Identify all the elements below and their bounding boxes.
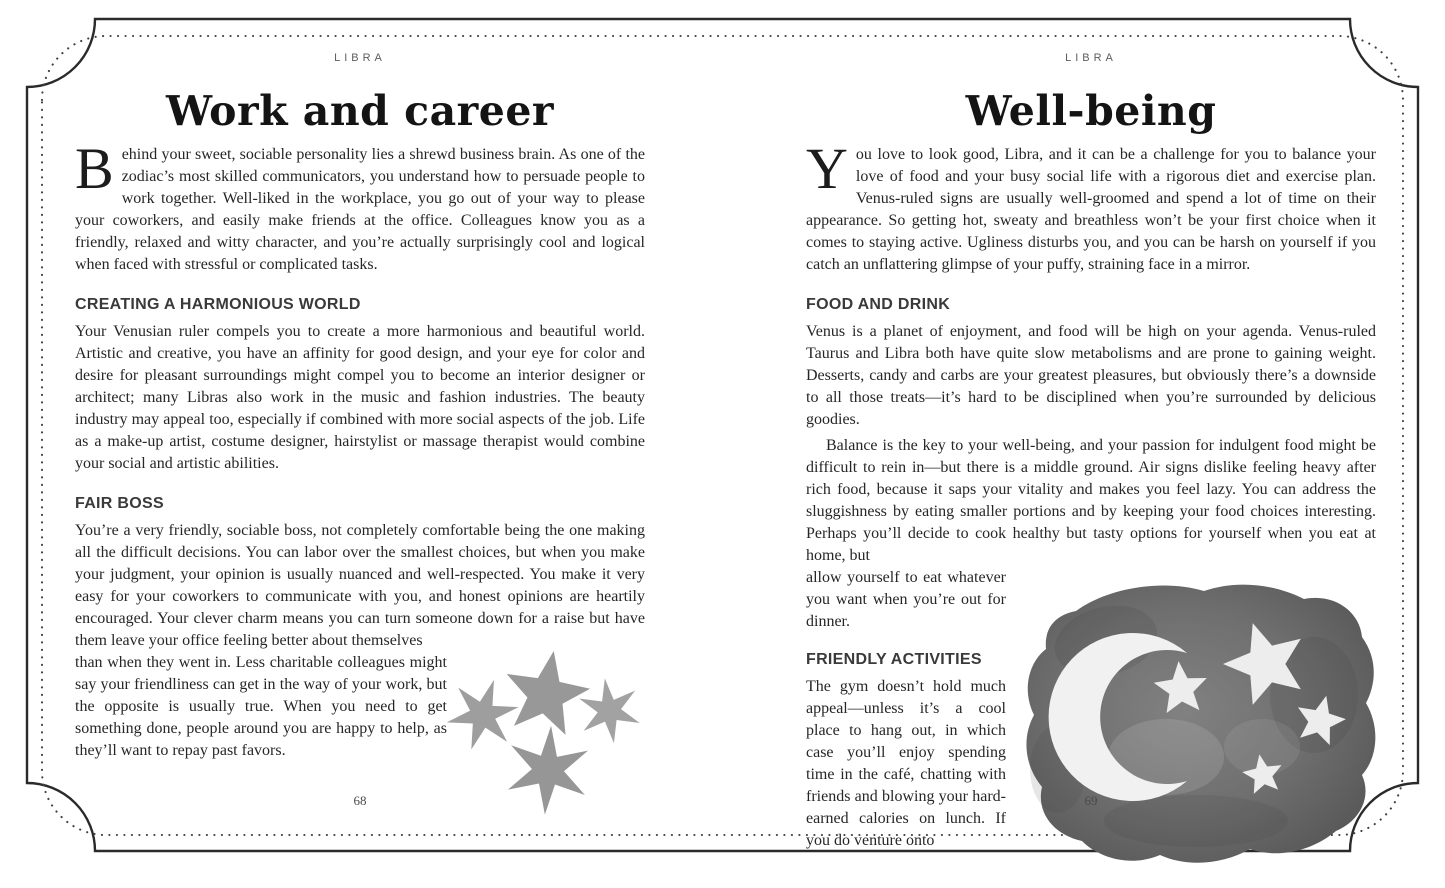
section-body-food-and-drink-2-wide: Balance is the key to your well-being, and your passion for indulgent food might be difficult to rein in—but there is a middle ground. Air signs dislike feeling heavy after rich food, because it saps your vitality and makes you feel lazy. You can address the sluggishness by eating smaller portions and by keeping your food choices interesting. Perhaps you’ll decide to cook healthy but tasty options for yourself when you eat at home, but xyxy=(806,437,1376,564)
star-icon xyxy=(577,674,642,747)
right-intro-paragraph xyxy=(806,136,1376,276)
right-page xyxy=(806,45,1376,881)
running-head-right: LIBRA xyxy=(1065,52,1117,64)
page-number-left: 68 xyxy=(353,793,367,808)
section-heading-creating-a-harmonious-world: CREATING A HARMONIOUS WORLD xyxy=(75,296,361,313)
page-title-work-and-career: Work and career xyxy=(165,87,555,135)
dropcap-b: B xyxy=(75,136,114,201)
page-title-well-being: Well-being xyxy=(965,87,1217,135)
left-page xyxy=(75,45,645,822)
left-intro-text: ehind your sweet, sociable personality lies a shrewd business brain. As one of the zodiac’s most skilled communicators, you understand how to persuade people to work together. Well-liked in the workplace, you go out of your way to please your coworkers, and easily make friends at the office. Colleagues know you as a friendly, relaxed and witty character, and you’re actually surprisingly cool and logical when faced with stressful or complicated tasks. xyxy=(75,146,645,273)
section-body-fair-boss-narrow: than when they went in. Less charitable colleagues might say your friendliness can get in the way of your work, but the opposite is usually true. When you need to get something done, people around you are happy to help, as they’ll want to repay past favors. xyxy=(75,654,447,759)
section-body-fair-boss-wide: You’re a very friendly, sociable boss, not completely comfortable being the one making all the difficult decisions. You can labor over the smallest choices, but when you make your judgment, your opinion is usually nuanced and well-respected. You make it very easy for your coworkers to communicate with you, and honest opinions are heartily encouraged. Your clever charm means you can turn someone down for a raise but have them leave your office feeling better about themselves xyxy=(75,522,645,649)
section-body-friendly-activities: The gym doesn’t hold much appeal—unless it’s a cool place to hang out, in which case you’ll enjoy spending time in the café, chatting with friends and blowing your hard-earned calories on lunch. If you do venture onto xyxy=(806,678,1006,849)
page-number-right: 69 xyxy=(1084,793,1098,808)
dropcap-y: Y xyxy=(806,136,848,201)
section-body-harmonious-world: Your Venusian ruler compels you to create a more harmonious and beautiful world. Artistic and creative, you have an affinity for good design, and your eye for color and desire for pleasant surroundings might compel you to become an interior designer or architect; many Libras also work in the music and fashion industries. The beauty industry may appeal too, especially if combined with more social aspects of the job. Life as a make-up artist, costume designer, hairstylist or massage therapist would combine your social and artistic abilities. xyxy=(75,323,645,472)
right-intro-text: ou love to look good, Libra, and it can be a challenge for you to balance your love of food and your busy social life with a rigorous diet and exercise plan. Venus-ruled signs are usually well-groomed and spend a lot of time on their appearance. So getting hot, sweaty and breathless won’t be your first choice when it comes to staying active. Ugliness disturbs you, and you can be harsh on yourself if you catch an unflattering glimpse of your puffy, straining face in a mirror. xyxy=(806,146,1376,273)
well-being-wrap-row xyxy=(806,567,1376,881)
section-body-food-and-drink-1: Venus is a planet of enjoyment, and food will be high on your agenda. Venus-ruled Taurus and Libra both have quite slow metabolisms and are prone to gaining weight. Desserts, candy and carbs are your greatest pleasures, but obviously there’s a downside to all those treats—it’s hard to be disciplined when you’re surrounded by delicious goodies. xyxy=(806,323,1376,428)
section-heading-fair-boss: FAIR BOSS xyxy=(75,495,164,512)
left-intro-paragraph xyxy=(75,136,645,276)
moon-and-stars-illustration xyxy=(1014,569,1376,881)
section-body-food-and-drink-2-narrow: allow yourself to eat whatever you want when you’re out for dinner. xyxy=(806,569,1006,630)
section-heading-food-and-drink: FOOD AND DRINK xyxy=(806,296,951,313)
star-icon xyxy=(498,646,595,738)
running-head-left: LIBRA xyxy=(334,52,386,64)
section-heading-friendly-activities: FRIENDLY ACTIVITIES xyxy=(806,651,982,668)
right-narrow-column xyxy=(806,567,1006,852)
